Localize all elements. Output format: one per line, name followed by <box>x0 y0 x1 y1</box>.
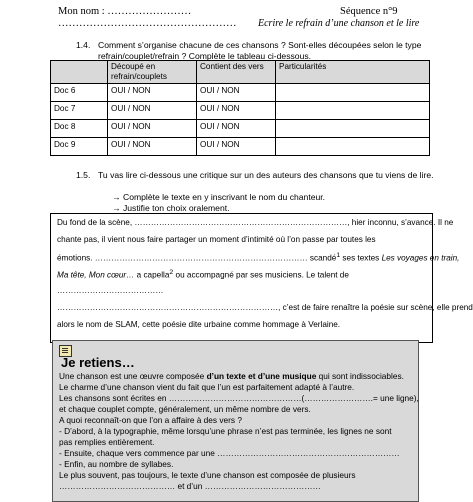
cloze-line: ………………………………………………………………………, c’est de faire renaître la poésie sur scène, elle prend <box>57 303 473 312</box>
cloze-blank-line[interactable]: ………………………………… <box>57 286 164 295</box>
table-cell-particularites[interactable] <box>276 138 430 156</box>
arrow-icon: → <box>112 203 121 213</box>
instruction-complete-text: Complète le texte en y inscrivant le nom du chanteur. <box>122 192 326 202</box>
cloze-text: a capella <box>134 270 170 280</box>
cloze-text: émotions. …………………………………………………………………… scandé <box>57 253 337 263</box>
table-row <box>51 102 430 120</box>
cloze-line <box>57 269 426 280</box>
instruction-complete <box>112 192 325 202</box>
je-retiens-box <box>52 340 419 502</box>
retiens-bold: d’un texte et d’une musique <box>206 371 317 381</box>
cloze-text-box <box>50 213 473 343</box>
table-cell-choice[interactable]: OUI / NON <box>197 120 276 138</box>
instruction-justify <box>112 203 230 213</box>
footnote-marker: 2 <box>169 269 174 276</box>
table-cell-particularites[interactable] <box>276 84 430 102</box>
table-cell-choice[interactable]: OUI / NON <box>197 102 276 120</box>
table-cell-choice[interactable]: OUI / NON <box>108 84 197 102</box>
question-1-4-text: Comment s’organise chacune de ces chansons ? Sont-elles découpées selon le type refrain/couplet/refrain ? Complète le tableau ci-dessous. <box>98 40 422 61</box>
songs-table <box>50 60 430 156</box>
name-label: Mon nom : …………………… <box>58 6 192 17</box>
retiens-line <box>59 371 412 381</box>
retiens-line: pas remplies entièrement. <box>59 437 155 447</box>
cloze-line: Du fond de la scène, ……………………………………………………………………, hier inconnu, s’avance. Il ne <box>57 218 454 227</box>
retiens-line: - Ensuite, chaque vers commence par une ………………………………………………………… <box>59 448 400 458</box>
name-dots: …………………………………………… <box>58 18 237 29</box>
sequence-number: Séquence n°9 <box>340 6 398 17</box>
question-1-5-number: 1.5. <box>76 170 91 180</box>
instruction-justify-text: Justifie ton choix oralement. <box>122 203 230 213</box>
task-title: Ecrire le refrain d’une chanson et le lire <box>258 18 420 29</box>
table-cell-choice[interactable]: OUI / NON <box>108 120 197 138</box>
cloze-text: ses textes <box>340 253 382 263</box>
table-row <box>51 138 430 156</box>
arrow-icon: → <box>112 192 121 202</box>
retiens-text: Une chanson est une œuvre composée <box>59 371 207 381</box>
table-cell-doc: Doc 7 <box>51 102 108 120</box>
question-1-5-text: Tu vas lire ci-dessous une critique sur un des auteurs des chansons que tu viens de lire. <box>98 170 434 180</box>
table-header-cell: Découpé en refrain/couplets <box>108 61 197 84</box>
table-cell-choice[interactable]: OUI / NON <box>197 84 276 102</box>
cloze-line <box>57 252 460 263</box>
table-cell-doc: Doc 8 <box>51 120 108 138</box>
footnote-marker: 1 <box>336 252 341 259</box>
table-header-cell: Particularités <box>276 61 430 84</box>
table-cell-choice[interactable]: OUI / NON <box>108 102 197 120</box>
table-cell-doc: Doc 6 <box>51 84 108 102</box>
table-cell-doc: Doc 9 <box>51 138 108 156</box>
retiens-line: - D’abord, à la typographie, même lorsqu’une phrase n’est pas terminée, les lignes ne sont <box>59 426 392 436</box>
table-row <box>51 120 430 138</box>
retiens-line: - Enfin, au nombre de syllabes. <box>59 459 174 469</box>
table-header-cell <box>51 61 108 84</box>
cloze-text: ou accompagné par ses musiciens. Le talent de <box>173 270 349 280</box>
question-1-4-number: 1.4. <box>76 40 91 50</box>
retiens-line: …………………………………… et d’un …………………………………… <box>59 481 321 491</box>
retiens-text: qui sont indissociables. <box>316 371 404 381</box>
retiens-line: A quoi reconnaît-on que l’on a affaire à des vers ? <box>59 415 242 425</box>
song-titles: Ma tête, Mon cœur… <box>57 270 135 280</box>
table-cell-particularites[interactable] <box>276 120 430 138</box>
retiens-line: Le charme d’une chanson vient du fait que l’un est parfaitement adapté à l’autre. <box>59 382 355 392</box>
song-titles: Les voyages en train, <box>381 253 460 263</box>
cloze-line: alors le nom de SLAM, cette poésie dite urbaine comme hommage à Verlaine. <box>57 320 341 329</box>
table-header-row <box>51 61 430 84</box>
table-cell-choice[interactable]: OUI / NON <box>108 138 197 156</box>
table-header-cell: Contient des vers <box>197 61 276 84</box>
table-cell-particularites[interactable] <box>276 102 430 120</box>
table-cell-choice[interactable]: OUI / NON <box>197 138 276 156</box>
je-retiens-title: Je retiens… <box>61 355 135 370</box>
cloze-line: chante pas, il vient nous faire partager un moment d’intimité où l’on passe par toutes les <box>57 235 376 244</box>
table-row <box>51 84 430 102</box>
retiens-line: Les chansons sont écrites en …………………………………………(…………………….= une ligne), <box>59 393 419 403</box>
retiens-line: Le plus souvent, pas toujours, le texte d’une chanson est composée de plusieurs <box>59 470 356 480</box>
retiens-line: et chaque couplet compte, généralement, un même nombre de vers. <box>59 404 311 414</box>
